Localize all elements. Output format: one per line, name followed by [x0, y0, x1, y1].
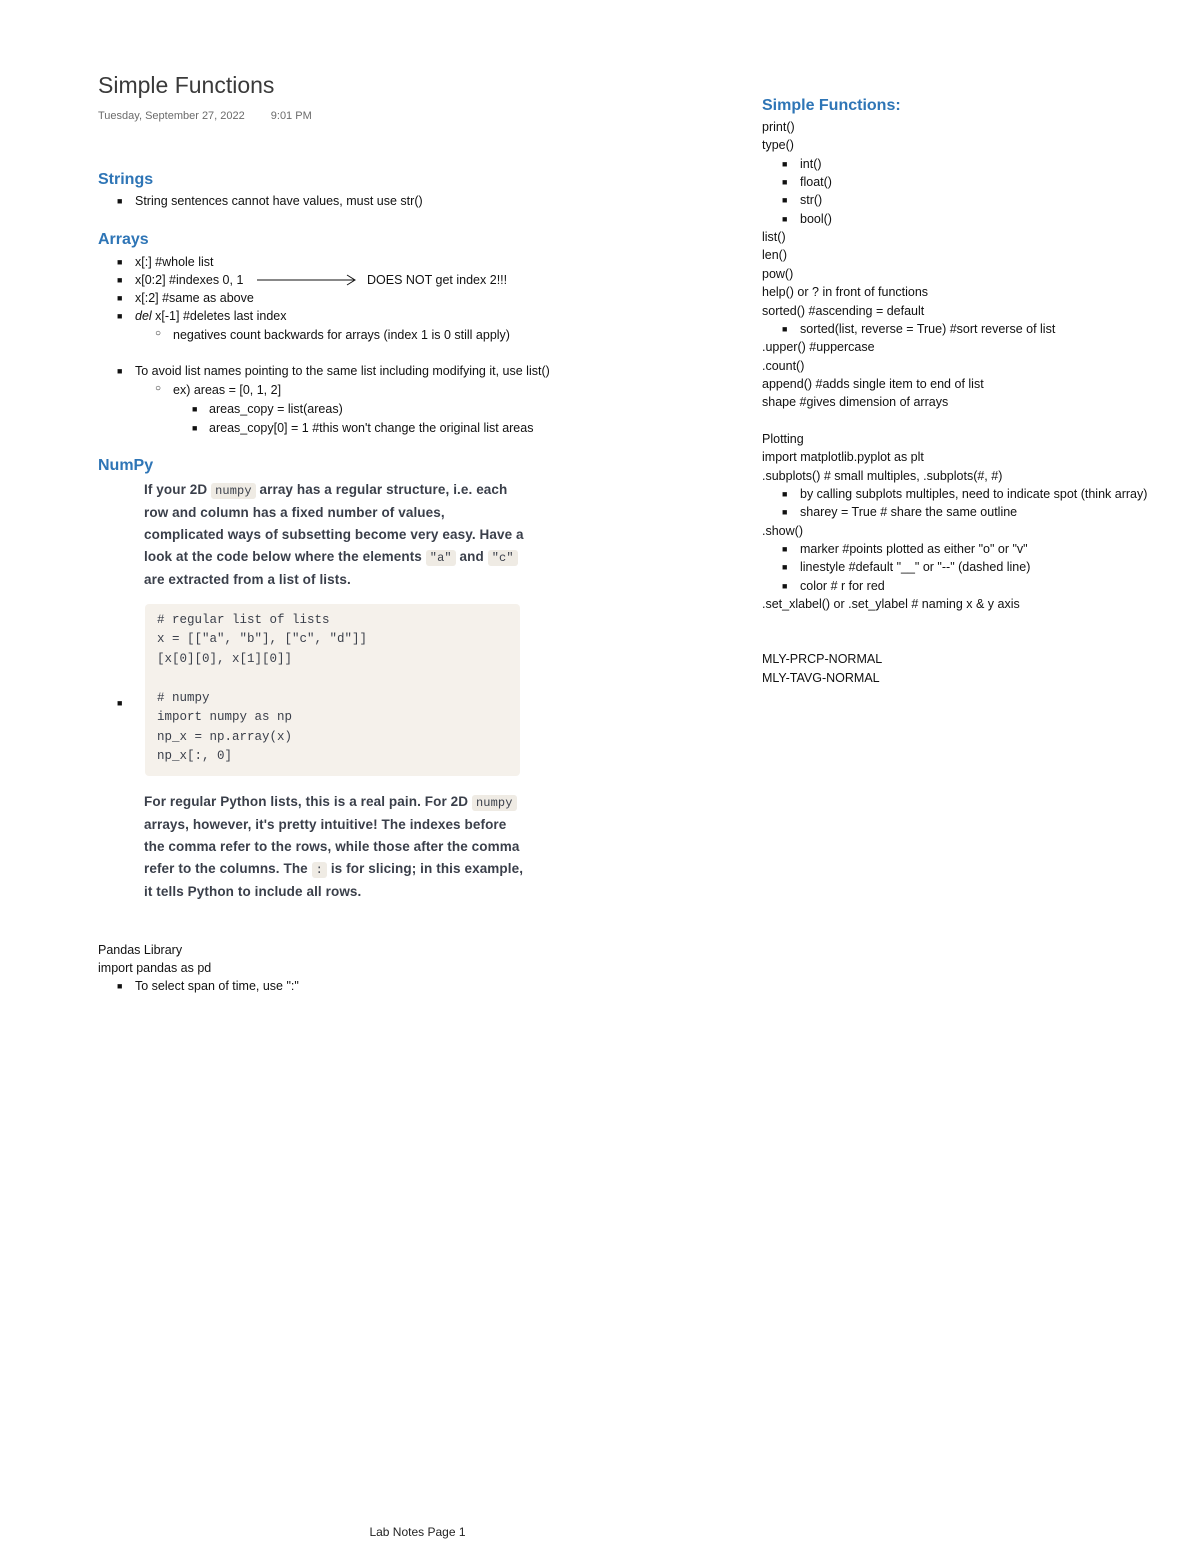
bullet-icon: ■: [117, 698, 123, 708]
right-line: .upper() #uppercase: [762, 340, 875, 355]
page-title: Simple Functions: [98, 72, 275, 98]
bullet-icon: ■: [192, 404, 198, 414]
right-line: pow(): [762, 266, 794, 281]
code-line: # regular list of lists: [157, 613, 330, 627]
bullet-icon: ■: [117, 311, 123, 321]
bullet-icon: ■: [782, 323, 788, 334]
right-line: len(): [762, 248, 788, 263]
pandas-import: import pandas as pd: [98, 961, 212, 975]
code-line: # numpy: [157, 691, 210, 705]
right-heading: Simple Functions:: [762, 97, 901, 114]
code-line: import numpy as np: [157, 710, 293, 724]
right-line: MLY-TAVG-NORMAL: [762, 670, 880, 685]
code-chip: "c": [488, 550, 518, 566]
right-line: Plotting: [762, 431, 804, 446]
right-line: shape #gives dimension of arrays: [762, 395, 949, 410]
numpy-paragraph-1: If your 2D numpy array has a regular structure, i.e. each row and column has a fixed number of values, complicated ways of subsetting become very easy. Have a look at the code below where the elements "a" and "c" are extracted from a list of lists.: [144, 482, 524, 587]
code-block: [145, 604, 520, 776]
page-time: 9:01 PM: [270, 110, 312, 122]
code-line: [x[0][0], x[1][0]]: [157, 652, 293, 666]
bullet-icon: ■: [782, 195, 788, 206]
bullet-icon: ■: [117, 275, 123, 285]
right-line: .subplots() # small multiples, .subplots(#, #): [762, 468, 1003, 483]
bullet-icon: ■: [782, 213, 788, 224]
right-line: .count(): [762, 358, 805, 373]
code-line: np_x[:, 0]: [157, 749, 233, 763]
code-chip: "a": [426, 550, 456, 566]
page-date: Tuesday, September 27, 2022: [98, 110, 245, 122]
bullet-icon: ■: [782, 544, 788, 555]
code-line: np_x = np.array(x): [157, 730, 293, 744]
right-line: list(): [762, 230, 786, 245]
circle-bullet-icon: ○: [155, 383, 162, 394]
bullet-icon: ■: [782, 580, 788, 591]
bullet-icon: ■: [117, 293, 123, 303]
right-line: type(): [762, 138, 794, 153]
bullet-icon: ■: [782, 177, 788, 188]
bullet-icon: ■: [117, 196, 123, 206]
right-line: import matplotlib.pyplot as plt: [762, 450, 924, 465]
right-line: append() #adds single item to end of list: [762, 376, 984, 391]
bullet-icon: ■: [782, 158, 788, 169]
bullet-icon: ■: [117, 366, 123, 376]
arrays-heading: Arrays: [98, 231, 149, 248]
code-chip: numpy: [211, 483, 256, 499]
arrow-note: DOES NOT get index 2!!!: [367, 273, 508, 287]
bullet-icon: ■: [192, 423, 198, 433]
code-chip: :: [312, 862, 327, 878]
right-line: sorted() #ascending = default: [762, 303, 925, 318]
right-line: MLY-PRCP-NORMAL: [762, 652, 883, 667]
code-chip: numpy: [472, 795, 517, 811]
bullet-icon: ■: [117, 257, 123, 267]
right-line: .show(): [762, 523, 803, 538]
arrow-icon: [257, 272, 357, 288]
bullet-icon: ■: [782, 507, 788, 518]
page-footer: Lab Notes Page 1: [369, 1525, 466, 1539]
page-datetime: [98, 110, 312, 122]
strings-heading: Strings: [98, 171, 154, 188]
numpy-heading: NumPy: [98, 457, 154, 474]
numpy-paragraph-2: For regular Python lists, this is a real pain. For 2D numpy arrays, however, it's pretty intuitive! The indexes before the comma refer to the rows, while those after the comma refer to the columns. The : is for slicing; in this example, it tells Python to include all rows.: [144, 794, 524, 899]
bullet-icon: ■: [782, 562, 788, 573]
right-line: print(): [762, 120, 795, 134]
del-keyword: del: [135, 309, 152, 323]
bullet-icon: ■: [782, 489, 788, 499]
right-line: .set_xlabel() or .set_ylabel # naming x & y axis: [762, 597, 1020, 612]
circle-bullet-icon: ○: [155, 328, 162, 339]
pandas-heading: Pandas Library: [98, 943, 183, 957]
right-line: help() or ? in front of functions: [762, 285, 929, 300]
bullet-icon: ■: [117, 981, 123, 991]
code-line: x = [["a", "b"], ["c", "d"]]: [157, 632, 368, 646]
